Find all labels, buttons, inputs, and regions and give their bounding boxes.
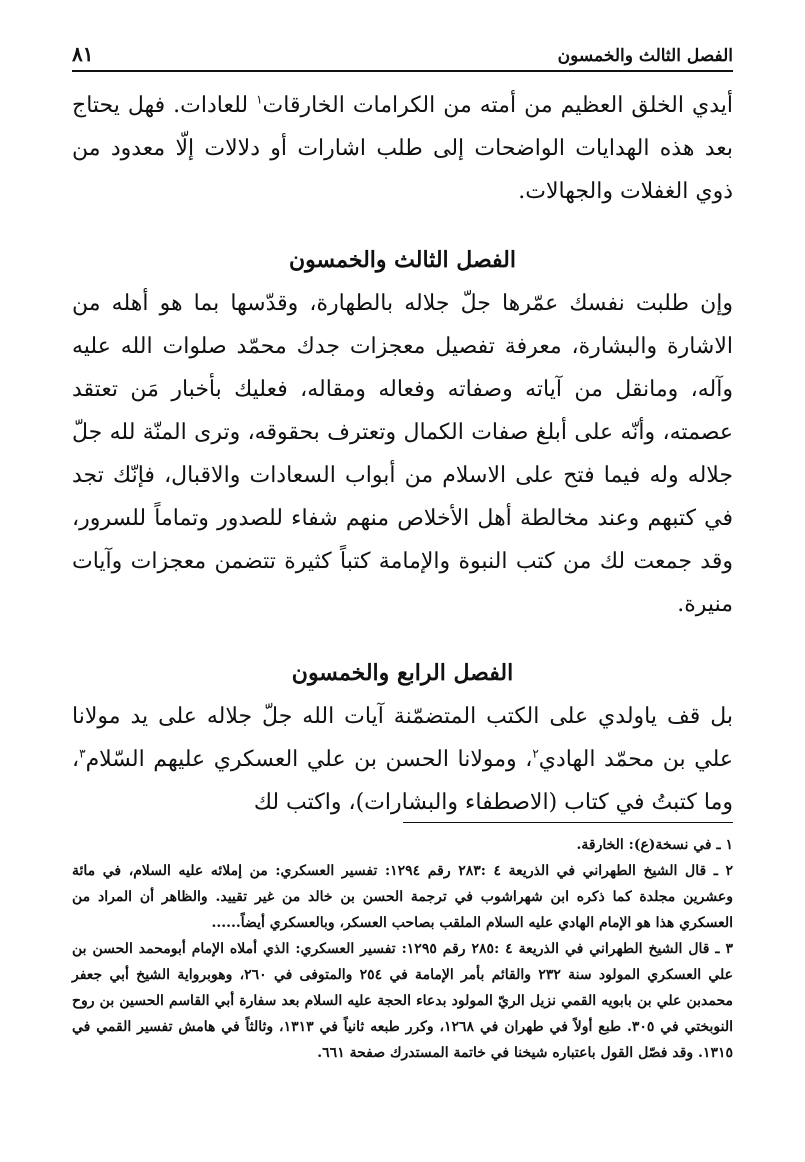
- intro-text-a: أيدي الخلق العظيم من أمته من الكرامات الخارقات: [262, 93, 733, 118]
- intro-paragraph: [72, 84, 733, 213]
- footnote-3: [72, 936, 733, 1066]
- chapter-53-heading: الفصل الثالث والخمسون: [289, 247, 516, 273]
- footnote-number: ٣ ـ: [715, 941, 733, 957]
- footnote-ref-3: ٣: [79, 746, 86, 761]
- chapter-54-text-c: ، وما كتبتُ في كتاب (الاصطفاء والبشارات)، واكتب لك: [72, 747, 733, 815]
- footnotes: [72, 832, 733, 1066]
- running-title: الفصل الثالث والخمسون: [557, 46, 733, 66]
- chapter-54-heading: الفصل الرابع والخمسون: [291, 660, 514, 686]
- chapter-54-text-b: ، ومولانا الحسن بن علي العسكري عليهم السّلام: [85, 747, 533, 772]
- chapter-54-text-a: بل قف ياولدي على الكتب المتضمّنة آيات الله جلّ جلاله على يد مولانا علي بن محمّد الهادي: [72, 704, 733, 772]
- footnote-number: ١ ـ: [716, 837, 733, 853]
- footnote-divider: [403, 822, 733, 823]
- page-header: [72, 26, 733, 72]
- footnote-text: قال الشيخ الطهراني في الذريعة ٤ :٢٨٥ رقم ١٢٩٥: تفسير العسكري: الذي أملاه الإمام أبومحمد الحسن بن علي العسكري المولود سنة ٢٣٢ والقائم بأمر الإمامة في ٢٥٤ والمتوفى في ٢٦٠، وهوبرواية الشيخ أبي جعفر محمدبن علي بن بابويه القمي نزيل الريّ المولود بدعاء الحجة عليه السلام بعد سفارة أبي القاسم الحسين بن روح النوبختي في ٣٠٥. طبع أولاً في طهران في ١٢٦٨، وكرر طبعه ثانياً في ١٣١٣، وثالثاً في هامش تفسير القمي في ١٣١٥. وقد فصّل القول باعتباره شيخنا في خاتمة المستدرك صفحة ٦٦١.: [72, 941, 734, 1061]
- intro-text-b: للعادات. فهل يحتاج بعد هذه الهدايات الواضحات إلى طلب اشارات أو دلالات إلّا معدود من ذوي الغفلات والجهالات.: [72, 93, 733, 204]
- footnote-ref-1: ١: [256, 92, 263, 107]
- main-text: [72, 84, 733, 824]
- page-number: ٨١: [72, 42, 94, 66]
- footnote-1: [72, 832, 733, 858]
- chapter-54-paragraph: [72, 695, 733, 824]
- chapter-53-paragraph: وإن طلبت نفسك عمّرها جلّ جلاله بالطهارة، وقدّسها بما هو أهله من الاشارة والبشارة، معرفة تفصيل معجزات جدك محمّد صلوات الله عليه وآله، ومانقل من آياته وصفاته وفعاله ومقاله، فعليك بأخبار مَن تعتقد عصمته، وأنّه على أبلغ صفات الكمال وتعترف بحقوقه، وترى المنّة لله جلّ جلاله وله فيما فتح على الاسلام من أبواب السعادات والاقبال، فإنّك تجد في كتبهم وعند مخالطة أهل الأخلاص منهم شفاء للصدور وتماماً للسرور، وقد جمعت لك من كتب النبوة والإمامة كتباً كثيرة تتضمن معجزات وآيات منيرة.: [72, 291, 733, 617]
- footnote-2: [72, 858, 733, 936]
- footnote-ref-2: ٢: [532, 746, 539, 761]
- footnote-text: في نسخة(ع): الخارقة.: [576, 837, 712, 853]
- footnote-number: ٢ ـ: [713, 863, 734, 879]
- footnote-text: قال الشيخ الطهراني في الذريعة ٤ :٢٨٣ رقم ١٢٩٤: تفسير العسكري: من إملائه عليه السلام، في مائة وعشرين مجلدة كما ذكره ابن شهراشوب في ترجمة الحسن بن خالد من غير تقييد. والظاهر أن المراد من العسكري هذا هو الإمام الهادي عليه السلام الملقب بصاحب العسكر، وبالعسكري أيضاً......: [72, 863, 733, 931]
